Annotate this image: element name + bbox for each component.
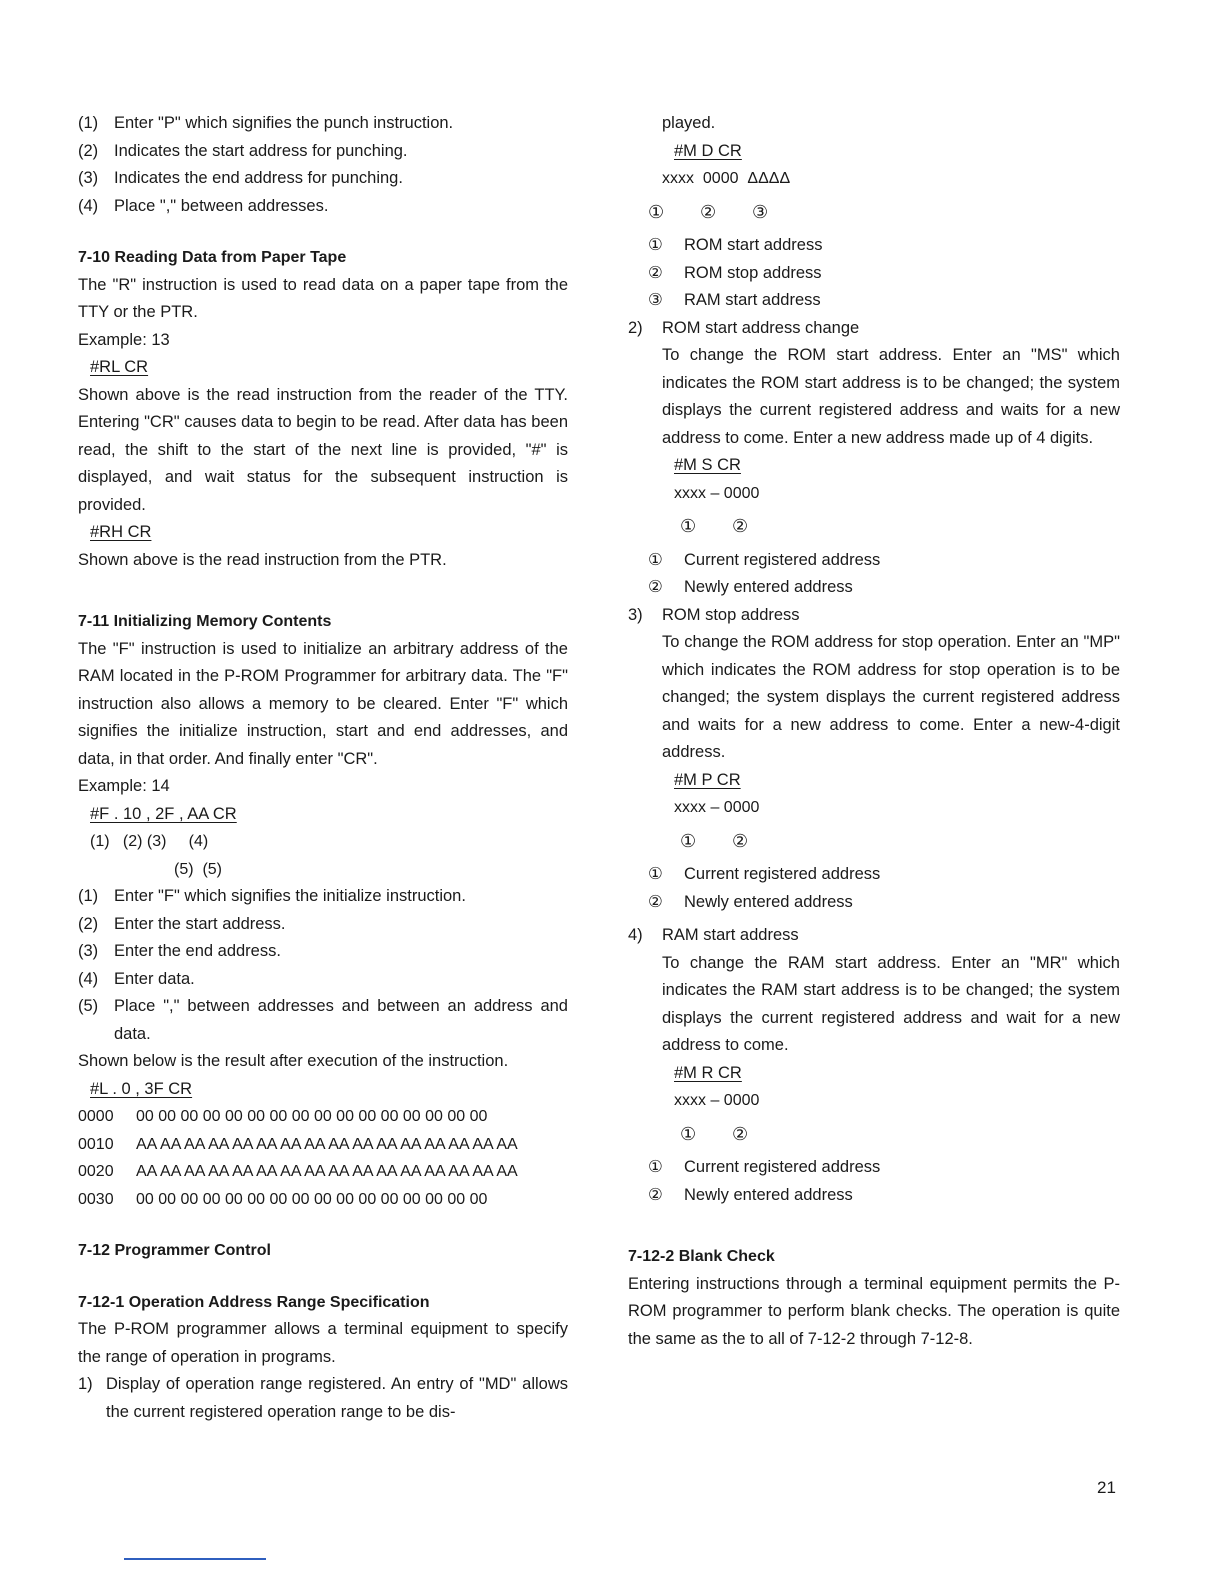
left-column [78,110,568,1426]
memory-row: 0010 AA AA AA AA AA AA AA AA AA AA AA AA AA AA AA AA [78,1135,518,1153]
list-item: (5) Place "," between addresses and between an address and data. [78,997,568,1043]
list-item: (2) Indicates the start address for punching. [78,141,408,160]
paragraph: The P-ROM programmer allows a terminal equipment to specify the range of operation in programs. [78,1320,568,1366]
legend-item: ② ROM stop address [648,263,822,282]
range-item-3: 3) ROM stop address To change the ROM address for stop operation. Enter an "MP" which indicates the ROM address for stop operation is to be changed; the system displays the current registered address and waits for a new address to come. Enter a new-4-digit address. #M P CR xxxx – 0000 ① ② [628,602,1120,862]
list-item: (4) Place "," between addresses. [78,196,329,215]
punch-list [78,110,568,220]
item-title: RAM start address [662,926,799,944]
list-item: (1) Enter "F" which signifies the initialize instruction. [78,887,466,905]
paragraph: Entering instructions through a terminal equipment permits the P-ROM programmer to perform blank checks. The operation is quite the same as the to all of 7-12-2 through 7-12-8. [628,1274,1120,1348]
circled-markers: ① ② ③ [648,201,769,222]
paragraph: To change the RAM start address. Enter an "MR" which indicates the RAM start address is to be changed; the system displays the current registered address and wait for a new address to come. [662,953,1120,1054]
paragraph: To change the ROM address for stop operation. Enter an "MP" which indicates the ROM address for stop operation is to be changed; the system displays the current registered address and waits for a new address to come. Enter a new-4-digit address. [662,633,1120,761]
memory-row: 0020 AA AA AA AA AA AA AA AA AA AA AA AA AA AA AA AA [78,1163,518,1180]
item-title: ROM stop address [662,605,800,624]
footer-divider [124,1558,266,1560]
memory-dump [78,1103,568,1213]
circled-markers: ① ② [680,830,749,851]
legend-item: ② Newly entered address [648,1185,853,1204]
section-heading-7-10: 7-10 Reading Data from Paper Tape [78,249,347,266]
item-title: ROM start address change [662,318,860,337]
legend-item: ① Current registered address [648,865,881,883]
command-output: xxxx – 0000 [674,484,760,502]
legend-item: ② Newly entered address [648,892,853,911]
list-item: (2) Enter the start address. [78,914,286,933]
command-example: #M P CR [674,770,741,789]
paragraph: The "R" instruction is used to read data on a paper tape from the TTY or the PTR. [78,275,568,321]
paragraph: Shown below is the result after execution of the instruction. [78,1052,509,1070]
right-column [628,110,1120,1353]
legend-item: ① ROM start address [648,236,823,254]
paragraph: Shown above is the read instruction from the PTR. [78,550,447,569]
subsection-heading-7-12-2: 7-12-2 Blank Check [628,1248,775,1265]
command-example: #RL CR [90,358,149,376]
command-example: #L . 0 , 3F CR [90,1079,193,1098]
command-example: #M D CR [674,141,742,160]
paragraph: To change the ROM start address. Enter an "MS" which indicates the ROM start address is to be changed; the system displays the current registered address and waits for a new address to come. Enter a new address made up of 4 digits. [662,346,1120,447]
circled-markers: ① ② [680,516,749,536]
range-item-2: 2) ROM start address change To change the ROM start address. Enter an "MS" which indicates the ROM start address is to be changed; the system displays the current registered address and waits for a new address to come. Enter a new address made up of 4 digits. #M S CR xxxx – 0000 ① ② [628,315,1120,547]
command-output: xxxx – 0000 [674,799,760,816]
list-item: (3) Enter the end address. [78,942,281,960]
range-item-1: 1) Display of operation range registered. An entry of "MD" allows the current registered operation range to be dis- [78,1375,568,1421]
paragraph: Shown above is the read instruction from the reader of the TTY. Entering "CR" causes data to begin to be read. After data has been read, the shift to the start of the next line is provided, "#" is displayed, and wait status for the subsequent instruction is provided. [78,385,568,514]
list-item: (1) Enter "P" which signifies the punch instruction. [78,114,454,132]
range-item-4: 4) RAM start address To change the RAM start address. Enter an "MR" which indicates the RAM start address is to be changed; the system displays the current registered address and wait for a new address to come. #M R CR xxxx – 0000 ① ② [628,922,1120,1154]
subsection-heading-7-12-1: 7-12-1 Operation Address Range Specification [78,1293,430,1311]
command-example: #RH CR [90,523,152,541]
section-heading-7-12: 7-12 Programmer Control [78,1242,271,1259]
page-number: 21 [1097,1478,1116,1497]
command-example: #M S CR [674,456,741,474]
command-labels: (5) (5) [174,860,222,878]
command-example: #M R CR [674,1063,742,1082]
memory-row: 0030 00 00 00 00 00 00 00 00 00 00 00 00 00 00 00 00 [78,1190,488,1208]
command-output: xxxx 0000 ΔΔΔΔ [662,170,791,187]
section-heading-7-11: 7-11 Initializing Memory Contents [78,613,332,630]
continued-text: played. [662,114,716,132]
example-label: Example: 13 [78,330,170,349]
list-item: (3) Indicates the end address for punching. [78,169,403,187]
legend-item: ① Current registered address [648,1158,881,1176]
command-output: xxxx – 0000 [674,1092,760,1109]
memory-row: 0000 00 00 00 00 00 00 00 00 00 00 00 00 00 00 00 00 [78,1108,488,1125]
legend-item: ③ RAM start address [648,291,821,309]
paragraph: The "F" instruction is used to initialize an arbitrary address of the RAM located in the P-ROM Programmer for arbitrary data. The "F" instruction also allows a memory to be cleared. Enter "F" which signifies the initialize instruction, start and end addresses, and data, in that order. And finally enter "CR". [78,639,568,768]
circled-markers: ① ② [680,1123,749,1144]
command-example: #F . 10 , 2F , AA CR [90,804,237,823]
legend-item: ② Newly entered address [648,578,853,596]
command-labels: (1) (2) (3) (4) [90,833,209,850]
initialize-list [78,883,568,1048]
list-item: (4) Enter data. [78,969,195,988]
legend-item: ① Current registered address [648,550,881,569]
example-label: Example: 14 [78,777,170,795]
